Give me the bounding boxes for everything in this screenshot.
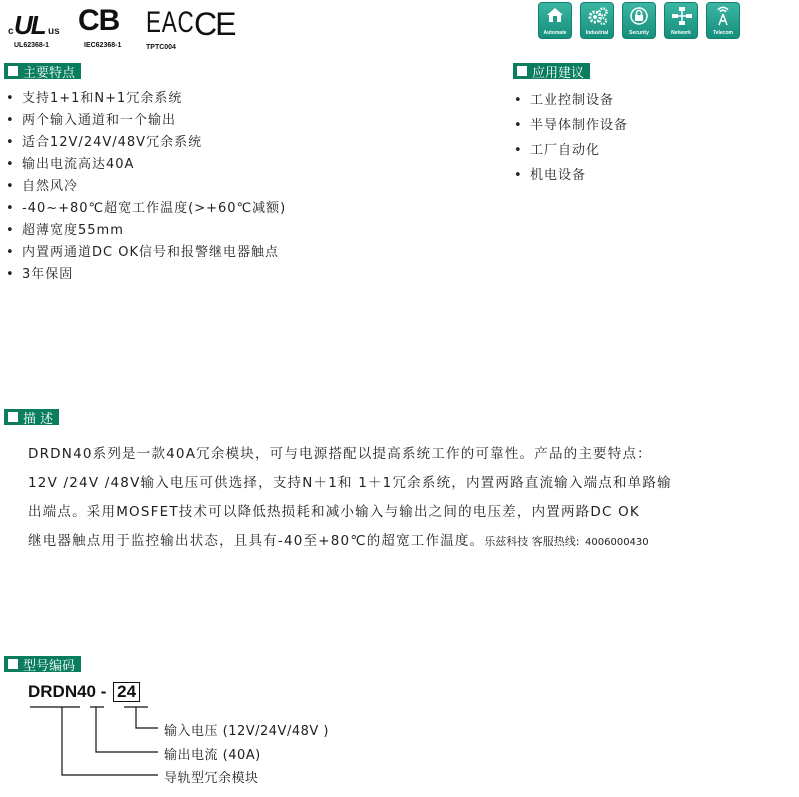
features-title: 主要特点 (23, 65, 76, 81)
list-item: • 超薄宽度55mm (6, 223, 124, 238)
model-voltage-code: 24 (113, 682, 140, 702)
badge-label: Industrial (585, 30, 609, 36)
list-item: • 3年保固 (6, 267, 74, 282)
ul-logo: UL (14, 10, 45, 40)
list-item: • 两个输入通道和一个输出 (6, 113, 177, 128)
cb-logo: CB (78, 4, 120, 37)
eac-standard-code: TPTC004 (146, 44, 176, 51)
list-item: • 机电设备 (514, 168, 587, 183)
list-item: • 内置两通道DC OK信号和报警继电器触点 (6, 245, 279, 260)
model-prefix: DRDN40 - (28, 682, 107, 701)
applications-title: 应用建议 (532, 65, 585, 81)
description-title: 描 述 (23, 411, 54, 427)
service-hotline-number: 4006000430 (585, 537, 649, 548)
ul-standard-code: UL62368-1 (14, 42, 50, 49)
eac-logo: EAC (146, 6, 195, 39)
ce-cert-mark: CE (194, 6, 235, 42)
description-line: 出端点。采用MOSFET技术可以降低热损耗和减小输入与输出之间的电压差，内置两路DC OK (28, 504, 640, 520)
description-line: 继电器触点用于监控输出状态，且具有-40至+80℃的超宽工作温度。乐兹科技 客服热线: 4006000430 (28, 533, 649, 549)
list-item: • 输出电流高达40A (6, 157, 135, 172)
list-item: • 工业控制设备 (514, 93, 615, 108)
badge-label: Security (629, 30, 649, 36)
badge-label: Telecom (713, 30, 733, 36)
model-label-output-current: 输出电流 (40A) (164, 748, 261, 763)
list-item: • 半导体制作设备 (514, 118, 629, 133)
list-item: • 适合12V/24V/48V冗余系统 (6, 135, 203, 150)
model-title: 型号编码 (23, 658, 76, 674)
description-line: DRDN40系列是一款40A冗余模块，可与电源搭配以提高系统工作的可靠性。产品的主要特点： (28, 446, 652, 462)
list-item: • 自然风冷 (6, 179, 79, 194)
badge-label: Network (671, 30, 691, 36)
list-item: • 工厂自动化 (514, 143, 601, 158)
cb-standard-code: IEC62368-1 (84, 42, 122, 49)
list-item: • -40~+80℃超宽工作温度(>+60℃减额) (6, 201, 287, 216)
list-item: • 支持1+1和N+1冗余系统 (6, 91, 183, 106)
badge-label: Automate (543, 30, 567, 36)
ul-c-text: c (8, 26, 14, 37)
service-hotline-label: 乐兹科技 客服热线: (484, 535, 580, 548)
ul-us-text: us (48, 26, 60, 37)
model-label-module-type: 导轨型冗余模块 (164, 771, 259, 786)
model-label-input-voltage: 输入电压 (12V/24V/48V ) (164, 724, 329, 739)
description-line: 12V /24V /48V输入电压可供选择，支持N＋1和 1＋1冗余系统，内置两路直流输入端点和单路输 (28, 475, 672, 491)
